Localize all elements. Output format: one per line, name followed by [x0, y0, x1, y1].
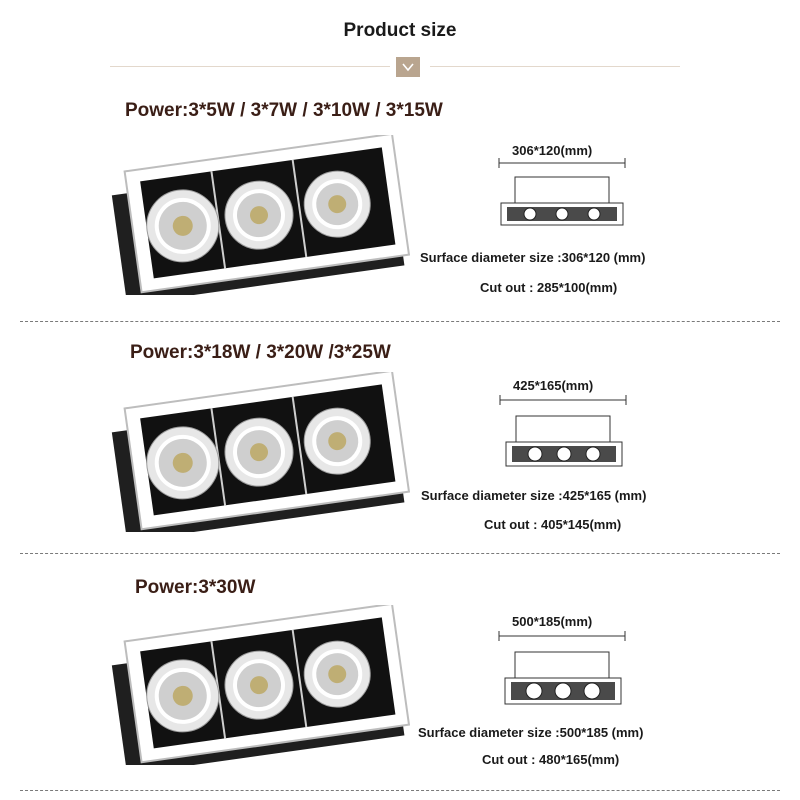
surface-size: Surface diameter size :425*165 (mm) [421, 488, 647, 503]
fixture-photo [110, 372, 410, 537]
power-rating: Power:3*5W / 3*7W / 3*10W / 3*15W [125, 100, 443, 121]
dimension-drawing [497, 155, 627, 240]
cutout-size: Cut out : 480*165(mm) [482, 752, 620, 767]
fixture-photo [110, 135, 410, 300]
section-divider [20, 553, 780, 554]
dimension-label: 425*165(mm) [513, 378, 594, 393]
header-divider-left [110, 66, 390, 67]
dimension-label: 500*185(mm) [512, 614, 593, 629]
section-divider [20, 321, 780, 322]
dimension-label: 306*120(mm) [512, 143, 593, 158]
page-header [0, 0, 800, 90]
power-rating: Power:3*18W / 3*20W /3*25W [130, 342, 391, 363]
fixture-photo [110, 605, 410, 770]
dimension-drawing [498, 392, 628, 477]
section-divider [20, 790, 780, 791]
cutout-size: Cut out : 405*145(mm) [484, 517, 622, 532]
page-title: Product size [343, 20, 457, 41]
surface-size: Surface diameter size :500*185 (mm) [418, 725, 644, 740]
power-rating: Power:3*30W [135, 577, 256, 598]
surface-size: Surface diameter size :306*120 (mm) [420, 250, 646, 265]
header-divider-right [430, 66, 680, 67]
cutout-size: Cut out : 285*100(mm) [480, 280, 618, 295]
chevron-down-icon [396, 57, 420, 77]
dimension-drawing [497, 628, 627, 713]
